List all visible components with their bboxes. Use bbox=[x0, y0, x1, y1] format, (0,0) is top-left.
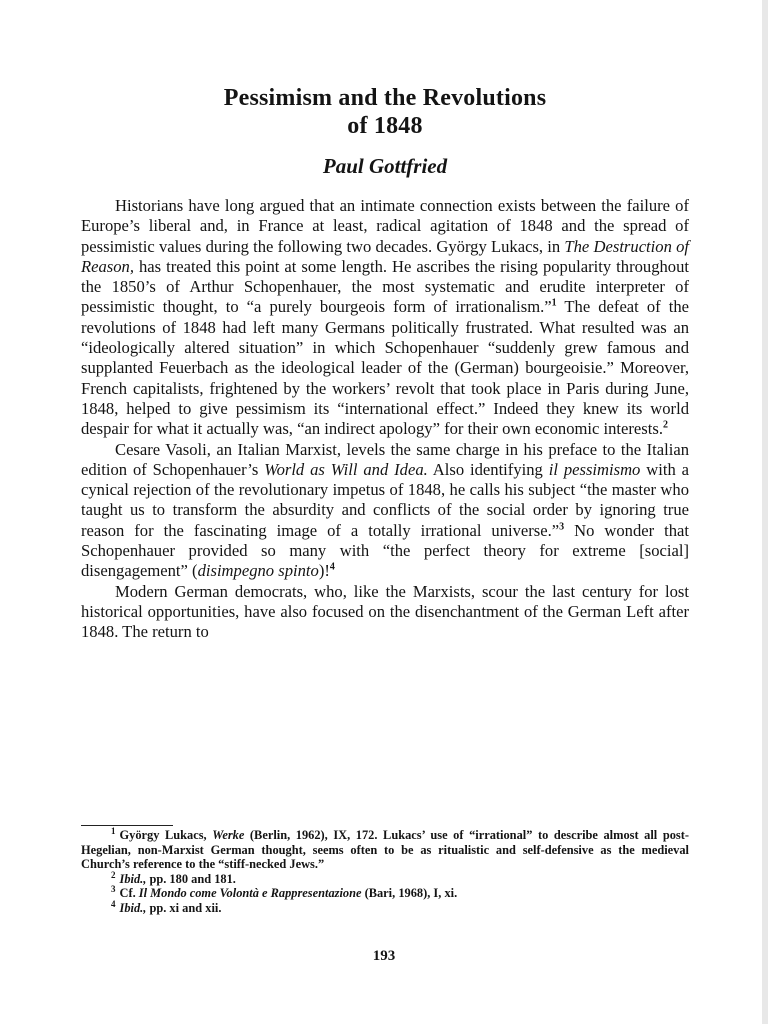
footnote-ref-4[interactable]: 4 bbox=[329, 561, 335, 573]
title-line-1: Pessimism and the Revolutions bbox=[223, 85, 547, 111]
paragraph-1: Historians have long argued that an intimate connection exists between the failure of Europe’s liberal and, in France at least, radical agitation of 1848 and the spread of pessimistic values during the following two decades. György Lukacs, in The Destruction of Reason, has treated this point at some length. He ascribes the rising popularity throughout the 1850’s of Arthur Schopenhauer, the most systematic and erudite interpreter of pessimistic thought, to “a purely bourgeois form of irrationalism.”$^1$ The defeat of the revolutions of 1848 had left many Germans politically frustrated. What resulted was an “ideologically altered situation” in which Schopenhauer “suddenly grew famous and supplanted Feuerbach as the ideological leader of the (German) bourgeoisie.” Moreover, French capitalists, frightened by the workers’ revolt that took place in Paris during June, 1848, helped to give pessimism its “international effect.” Indeed they knew its world despair for what it actually was, “an indirect apology” for their own economic interests.$^2$ bbox=[81, 196, 689, 439]
article-body bbox=[81, 196, 689, 643]
footnote-4: $^4$ Ibid., pp. xi and xii. bbox=[111, 898, 222, 915]
footnote-ref-1[interactable]: 1 bbox=[551, 297, 557, 309]
italic-term: disimpegno spinto bbox=[197, 561, 319, 581]
footnote-3: $^3$ Cf. Il Mondo come Volontà e Rappresentazione (Bari, 1968), I, xi. bbox=[111, 884, 458, 901]
title-line-2: of 1848 bbox=[347, 113, 423, 139]
footnotes bbox=[81, 825, 689, 916]
footnote-ref-3[interactable]: 3 bbox=[559, 521, 565, 533]
author-name: Paul Gottfried bbox=[322, 154, 448, 178]
paragraph-2: Cesare Vasoli, an Italian Marxist, levels the same charge in his preface to the Italian edition of Schopenhauer’s World as Will and Idea. Also identifying il pessimismo with a cynical rejection of the revolutionary impetus of 1848, he calls his subject “the master who taught us to transform the absurdity and conflicts of the social order by ignoring true reason for the fascinating image of a totally irrational universe.”$^3$ No wonder that Schopenhauer provided so many with “the perfect theory for extreme [social] disengagement” (disimpegno spinto)!$^4$ bbox=[81, 439, 690, 581]
article-title bbox=[81, 84, 689, 140]
page-number: 193 bbox=[372, 948, 396, 964]
paragraph-3: Modern German democrats, who, like the Marxists, scour the last century for lost historical opportunities, have also focused on the disenchantment of the German Left after 1848. The return to bbox=[81, 581, 689, 642]
book-title: The Destruction of Reason, bbox=[81, 236, 689, 276]
article-page bbox=[81, 84, 689, 643]
footnote-divider bbox=[81, 825, 173, 826]
scrollbar-track[interactable] bbox=[762, 0, 768, 1024]
footnote-ref-2[interactable]: 2 bbox=[662, 419, 668, 431]
italic-term: il pessimismo bbox=[548, 459, 641, 479]
footnote-1: $^1$ György Lukacs, Werke (Berlin, 1962), IX, 172. Lukacs’ use of “irrational” to describe almost all post-Hegelian, non-Marxist German thought, seems often to be as ritualistic and self-defensive as the medieval Church’s reference to the “stiff-necked Jews.” bbox=[81, 825, 689, 872]
footnote-2: $^2$ Ibid., pp. 180 and 181. bbox=[111, 869, 236, 886]
book-title: World as Will and Idea. bbox=[264, 459, 428, 479]
